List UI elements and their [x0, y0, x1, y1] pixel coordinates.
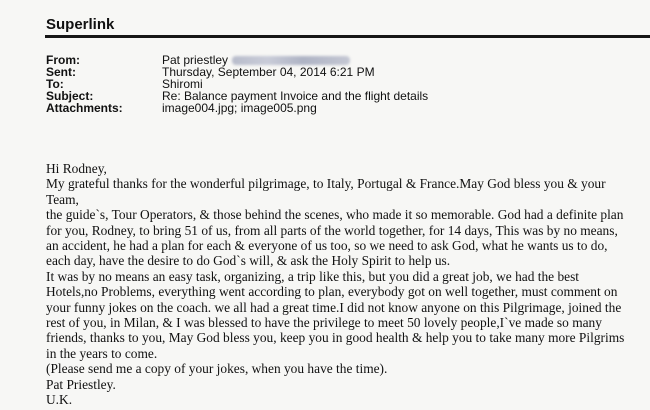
body-line: the guide`s, Tour Operators, & those behind the scenes, who made it so memorable. God had a definite plan	[46, 207, 624, 223]
body-line: an accident, he had a plan for each & everyone of us too, so we need to ask God, what he wants us to do,	[46, 238, 608, 254]
redacted-email-address	[232, 56, 350, 65]
from-value: Pat priestley	[162, 53, 229, 67]
body-line: for you, Rodney, to bring 51 of us, from all parts of the world together, for 14 days, This was by no means,	[46, 222, 618, 238]
body-line: in the years to come.	[46, 345, 158, 361]
body-line: Hotels,no Problems, everything went according to plan, everybody got on well together, must comment on	[46, 284, 618, 300]
header-divider	[45, 35, 650, 38]
subject-value: Re: Balance payment Invoice and the flight details	[162, 89, 429, 103]
body-line: rest of you, in Milan, & I was blessed to have the privilege to meet 50 lovely people,I`ve made so many	[46, 315, 602, 331]
to-label: To:	[46, 77, 64, 91]
attachments-label: Attachments:	[46, 101, 123, 115]
body-line: Team,	[46, 191, 79, 207]
attachments-row	[46, 102, 317, 114]
body-line: U.K.	[46, 392, 73, 408]
body-line: your funny jokes on the coach. we all had a great time.I did not know anyone on this Pilgrimage, joined the	[46, 299, 622, 315]
attachments-value: image004.jpg; image005.png	[162, 101, 317, 115]
email-body	[46, 161, 646, 408]
body-line: It was by no means an easy task, organizing, a trip like this, but you did a great job, we had the best	[46, 268, 580, 284]
body-line: friends, thanks to you, May God bless you, keep you in good health & help you to take many more Pilgrims	[46, 330, 625, 346]
body-line: My grateful thanks for the wonderful pilgrimage, to Italy, Portugal & France.May God bless you & your	[46, 176, 606, 192]
sent-row	[46, 66, 375, 78]
sent-label: Sent:	[46, 65, 76, 79]
body-line: each day, have the desire to do God`s will, & ask the Holy Spirit to help us.	[46, 253, 451, 269]
subject-label: Subject:	[46, 89, 94, 103]
body-line: (Please send me a copy of your jokes, when you have the time).	[46, 361, 388, 377]
from-label: From:	[46, 53, 80, 67]
body-line: Hi Rodney,	[46, 161, 107, 176]
sent-value: Thursday, September 04, 2014 6:21 PM	[162, 65, 375, 79]
to-value: Shiromi	[162, 77, 203, 91]
body-line: Pat Priestley.	[46, 376, 116, 392]
company-name: Superlink	[46, 16, 115, 33]
